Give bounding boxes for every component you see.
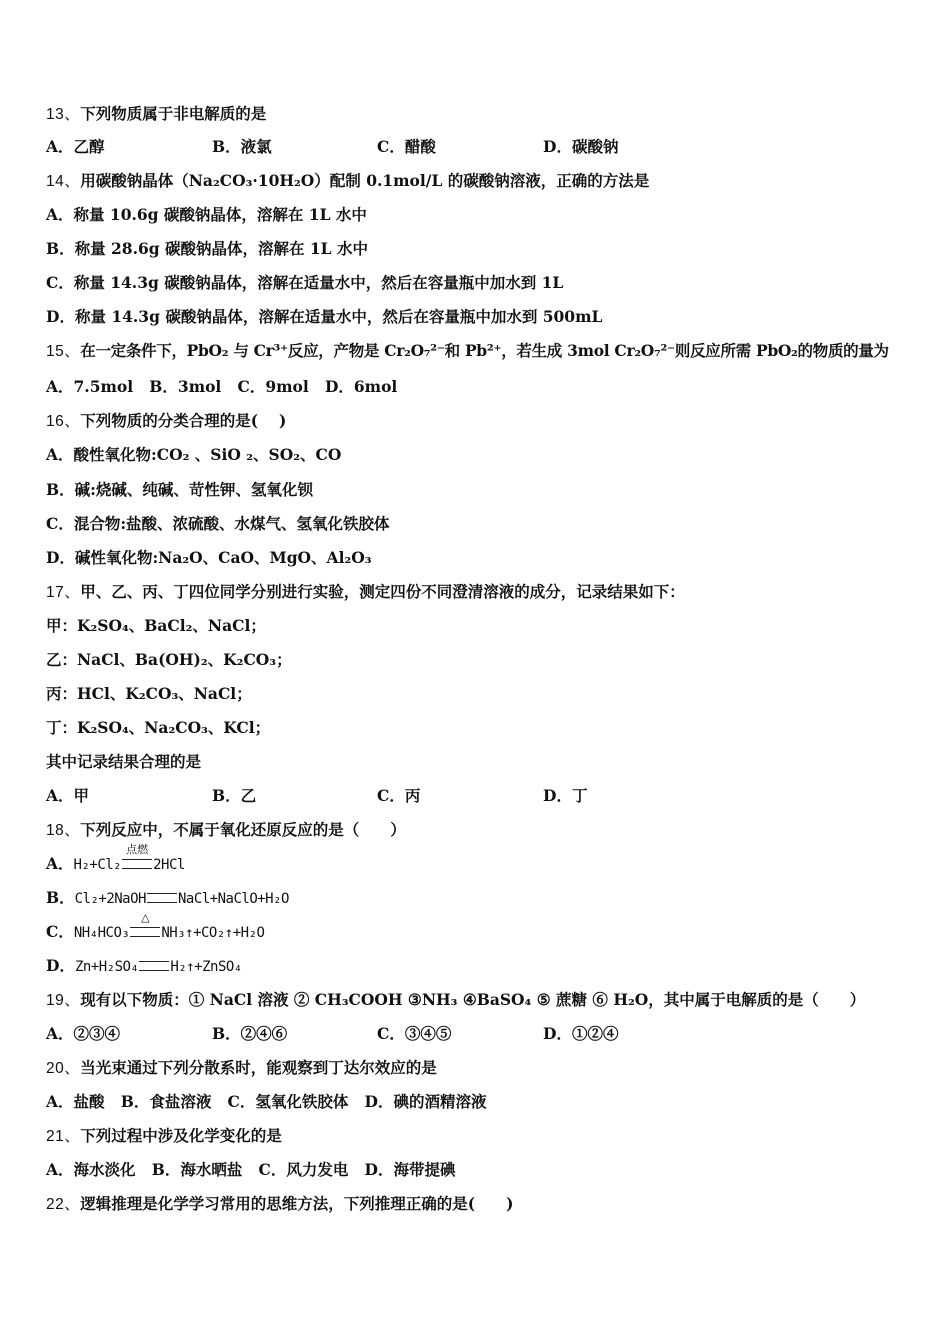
question-16-stem <box>46 411 286 432</box>
question-17-options <box>46 786 587 806</box>
question-text: 下列物质属于非电解质的是 <box>80 104 267 123</box>
option-c: C．称量 14.3g 碳酸钠晶体，溶解在适量水中，然后在容量瓶中加水到 1L <box>46 273 564 292</box>
option-label: D． <box>46 956 75 975</box>
equation-left: H₂+Cl₂ <box>73 857 122 873</box>
option-a: A．称量 10.6g 碳酸钠晶体，溶解在 1L 水中 <box>46 205 367 224</box>
equation-right: H₂↑+ZnSO₄ <box>170 959 242 975</box>
question-15-options: A．7.5mol B．3mol C．9mol D．6mol <box>46 377 398 396</box>
option-b: B．液氯 <box>212 137 272 156</box>
question-text: 甲、乙、丙、丁四位同学分别进行实验，测定四份不同澄清溶液的成分，记录结果如下： <box>80 582 685 601</box>
question-text: 用碳酸钠晶体（ <box>80 171 189 190</box>
question-19-options <box>46 1024 618 1044</box>
equals-sign <box>130 911 160 937</box>
heat-condition: △ <box>141 911 150 924</box>
reaction-condition: 点燃 <box>126 843 149 856</box>
question-20-stem <box>46 1058 437 1079</box>
option-c: C．混合物:盐酸、浓硫酸、水煤气、氢氧化铁胶体 <box>46 514 390 533</box>
equals-sign <box>139 961 169 971</box>
record-ding: 丁：K₂SO₄、Na₂CO₃、KCl； <box>46 718 271 737</box>
option-a: A．酸性氧化物:CO₂ 、SiO ₂、SO₂、CO <box>46 445 342 464</box>
question-21-stem <box>46 1126 282 1147</box>
question-21-options: A．海水淡化 B．海水晒盐 C．风力发电 D．海带提碘 <box>46 1160 456 1179</box>
option-d <box>46 956 242 977</box>
question-number: 16、 <box>46 413 81 430</box>
option-a: A．甲 <box>46 786 90 805</box>
question-number: 20、 <box>46 1060 81 1077</box>
option-d: D．称量 14.3g 碳酸钠晶体，溶解在适量水中，然后在容量瓶中加水到 500mL <box>46 307 603 326</box>
equation-left: NH₄HCO₃ <box>73 925 130 941</box>
question-19-stem <box>46 990 865 1011</box>
question-15-stem <box>46 341 889 362</box>
equation-left: Cl₂+2NaOH <box>74 891 146 907</box>
question-22-stem <box>46 1194 513 1215</box>
record-jia: 甲：K₂SO₄、BaCl₂、NaCl； <box>46 616 266 635</box>
question-number: 13、 <box>46 106 81 123</box>
question-number: 22、 <box>46 1196 81 1213</box>
question-text: 在一定条件下，PbO₂ 与 Cr³⁺反应，产物是 Cr₂O₇²⁻和 Pb²⁺，若生成 3mol Cr₂O₇²⁻则反应所需 PbO₂的物质的量为 <box>80 341 889 360</box>
record-bing: 丙：HCl、K₂CO₃、NaCl； <box>46 684 252 703</box>
option-d: D．丁 <box>543 786 588 805</box>
option-b: B．称量 28.6g 碳酸钠晶体，溶解在 1L 水中 <box>46 239 368 258</box>
option-d: D．①②④ <box>543 1024 619 1043</box>
question-text: 下列物质的分类合理的是( ) <box>80 411 287 430</box>
option-a: A．②③④ <box>46 1024 121 1043</box>
question-13-stem <box>46 104 266 125</box>
option-b: B．碱:烧碱、纯碱、苛性钾、氢氧化钡 <box>46 480 313 499</box>
record-yi: 乙：NaCl、Ba(OH)₂、K₂CO₃； <box>46 650 292 669</box>
equation-right: NH₃↑+CO₂↑+H₂O <box>161 925 265 941</box>
equation-left: Zn+H₂SO₄ <box>74 959 139 975</box>
question-13-options <box>46 137 618 157</box>
option-a <box>46 843 185 875</box>
option-b: B．②④⑥ <box>212 1024 288 1043</box>
question-number: 14、 <box>46 173 81 190</box>
option-d: D．碳酸钠 <box>543 137 619 156</box>
question-18-stem <box>46 820 406 841</box>
question-number: 15、 <box>46 343 81 360</box>
option-c: C．③④⑤ <box>377 1024 452 1043</box>
option-c: C．醋酸 <box>377 137 436 156</box>
option-b: B．乙 <box>212 786 257 805</box>
question-text: 当光束通过下列分散系时，能观察到丁达尔效应的是 <box>80 1058 437 1077</box>
equals-sign <box>122 843 152 869</box>
formula: Na₂CO₃·10H₂O <box>188 171 315 190</box>
question-number: 19、 <box>46 992 81 1009</box>
option-label: A． <box>46 854 74 873</box>
question-text: 逻辑推理是化学学习常用的思维方法，下列推理正确的是( ) <box>80 1194 514 1213</box>
option-label: C． <box>46 922 74 941</box>
option-b <box>46 888 289 909</box>
option-d: D．碱性氧化物:Na₂O、CaO、MgO、Al₂O₃ <box>46 548 372 567</box>
equation-right: 2HCl <box>153 857 185 873</box>
question-number: 21、 <box>46 1128 81 1145</box>
question-number: 18、 <box>46 822 81 839</box>
question-17-ask: 其中记录结果合理的是 <box>46 752 202 771</box>
equals-sign <box>147 893 177 903</box>
question-text: 现有以下物质：① NaCl 溶液 ② CH₃COOH ③NH₃ ④BaSO₄ ⑤ 蔗糖 ⑥ H₂O，其中属于电解质的是（ ） <box>80 990 866 1009</box>
question-text: ）配制 0.1mol/L 的碳酸钠溶液，正确的方法是 <box>314 171 650 190</box>
question-14-stem <box>46 171 649 192</box>
option-a: A．乙醇 <box>46 137 105 156</box>
question-text: 下列反应中，不属于氧化还原反应的是（ ） <box>80 820 406 839</box>
question-20-options: A．盐酸 B．食盐溶液 C．氢氧化铁胶体 D．碘的酒精溶液 <box>46 1092 487 1111</box>
option-c: C．丙 <box>377 786 421 805</box>
question-17-stem <box>46 582 685 603</box>
option-c <box>46 911 265 943</box>
question-number: 17、 <box>46 584 81 601</box>
question-text: 下列过程中涉及化学变化的是 <box>80 1126 282 1145</box>
option-label: B． <box>46 888 75 907</box>
equation-right: NaCl+NaClO+H₂O <box>177 891 289 907</box>
